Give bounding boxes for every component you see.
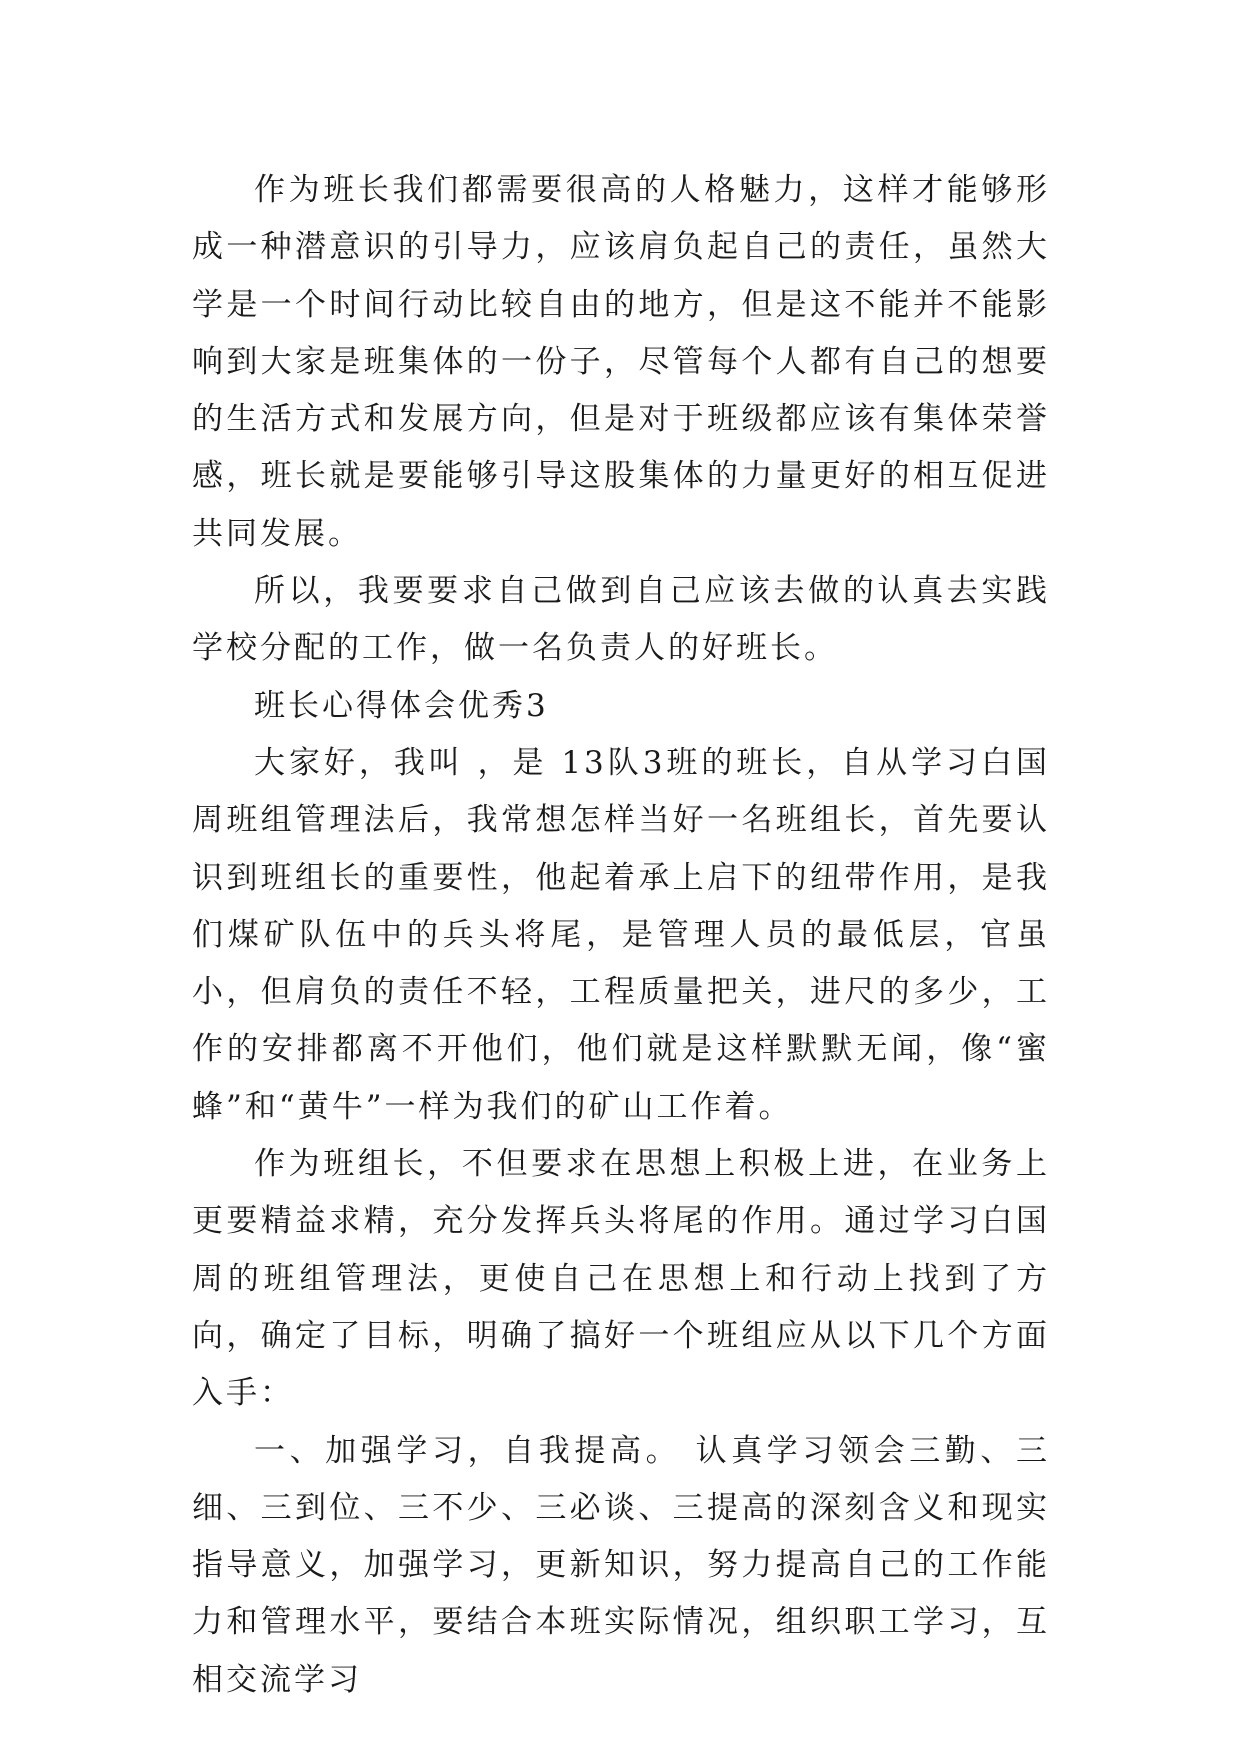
paragraph-point-one-study: 一、加强学习，自我提高。 认真学习领会三勤、三细、三到位、三不少、三必谈、三提高的深刻含义和现实指导意义，加强学习，更新知识，努力提高自己的工作能力和管理水平，要结合本班实际情况，组织职工学习，互相交流学习 bbox=[192, 1432, 1050, 1698]
paragraph-introduction: 大家好，我叫 ，是 13队3班的班长，自从学习白国周班组管理法后，我常想怎样当好一名班组长，首先要认识到班组长的重要性，他起着承上启下的纽带作用，是我们煤矿队伍中的兵头将尾，是管理人员的最低层，官虽小，但肩负的责任不轻，工程质量把关，进尺的多少，工作的安排都离不开他们，他们就是这样默默无闻，像“蜜蜂”和“黄牛”一样为我们的矿山工作着。 bbox=[192, 744, 1050, 1125]
document-body bbox=[192, 162, 1050, 1709]
paragraph-monitor-charisma: 作为班长我们都需要很高的人格魅力，这样才能够形成一种潜意识的引导力，应该肩负起自己的责任，虽然大学是一个时间行动比较自由的地方，但是这不能并不能影响到大家是班集体的一份子，尽管每个人都有自己的想要的生活方式和发展方向，但是对于班级都应该有集体荣誉感，班长就是要能够引导这股集体的力量更好的相互促进共同发展。 bbox=[192, 172, 1050, 552]
section-heading: 班长心得体会优秀3 bbox=[254, 687, 549, 724]
paragraph-self-requirement: 所以，我要要求自己做到自己应该去做的认真去实践学校分配的工作，做一名负责人的好班长。 bbox=[192, 573, 1050, 667]
paragraph-team-leader-role: 作为班组长，不但要求在思想上积极上进，在业务上更要精益求精，充分发挥兵头将尾的作用。通过学习白国周的班组管理法，更使自己在思想上和行动上找到了方向，确定了目标，明确了搞好一个班组应从以下几个方面入手： bbox=[192, 1146, 1050, 1412]
